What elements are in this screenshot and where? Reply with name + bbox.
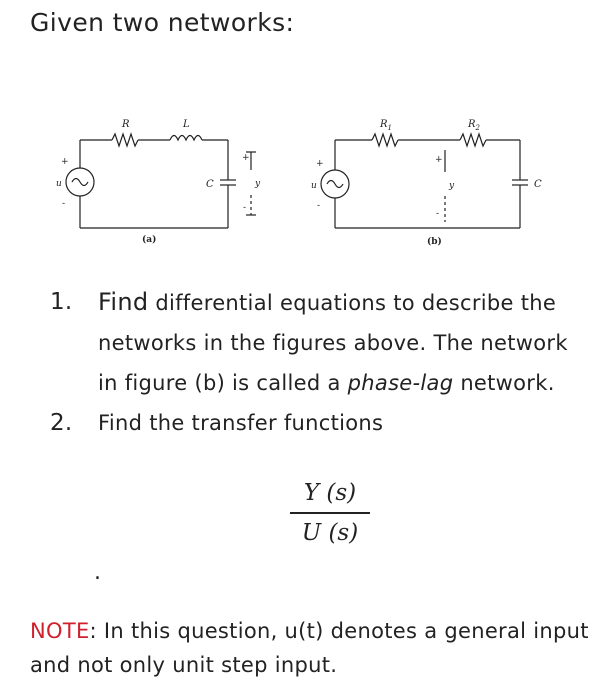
note-label: NOTE [30, 619, 90, 643]
fraction-bar [290, 512, 370, 514]
label-y-b: y [449, 181, 455, 191]
circuit-b [321, 134, 528, 228]
question-list [50, 282, 580, 443]
label-r-a: R [122, 119, 130, 130]
question-number-2: 2. [50, 410, 73, 436]
question-2-text: Find the transfer functions [98, 411, 384, 435]
label-c-b: C [534, 179, 542, 190]
inductor-l-a [170, 136, 202, 141]
label-minus-b: - [317, 201, 321, 211]
resistor-r1-b [372, 134, 398, 146]
label-minus-a: - [62, 199, 66, 209]
label-u-b: u [311, 181, 317, 191]
label-r1-b: $R_1$ [380, 119, 392, 132]
resistor-r2-b [460, 134, 486, 146]
note-paragraph [30, 614, 590, 682]
caption-b: (b) [427, 237, 442, 247]
fraction-denominator: U (s) [301, 519, 359, 546]
question-item-2 [50, 403, 580, 443]
label-plus-b: + [316, 159, 324, 169]
question-number-1: 1. [50, 289, 73, 315]
note-text: : In this question, u(t) denotes a general input and not only unit step input. [30, 619, 589, 677]
label-r2-b: $R_2$ [468, 119, 480, 132]
label-yplus-a: + [242, 153, 250, 163]
circuit-diagrams-svg [50, 100, 570, 255]
caption-a: (a) [142, 235, 157, 245]
question-1-lead: Find [98, 288, 149, 316]
circuit-figures [50, 100, 570, 255]
label-yminus-b: - [436, 209, 440, 219]
question-1-text-a: differential equations to describe the networks in the figures above. The network in figure (b) is called a [98, 291, 568, 395]
label-yplus-b: + [435, 155, 443, 165]
circuit-a [66, 134, 256, 228]
trailing-period: . [94, 560, 101, 585]
question-1-emphasis: phase-lag [347, 371, 454, 395]
question-item-1 [50, 282, 580, 403]
page-heading: Given two networks: [30, 8, 295, 37]
label-c-a: C [206, 179, 214, 190]
label-yminus-a: - [243, 203, 247, 213]
fraction-numerator: Y (s) [303, 480, 357, 506]
label-plus-a: + [61, 157, 69, 167]
transfer-function-fraction [290, 478, 370, 548]
resistor-r-a [112, 134, 138, 146]
label-u-a: u [56, 179, 62, 189]
question-1-text-b: network. [453, 371, 555, 395]
label-l-a: L [183, 119, 190, 130]
label-y-a: y [255, 179, 261, 189]
